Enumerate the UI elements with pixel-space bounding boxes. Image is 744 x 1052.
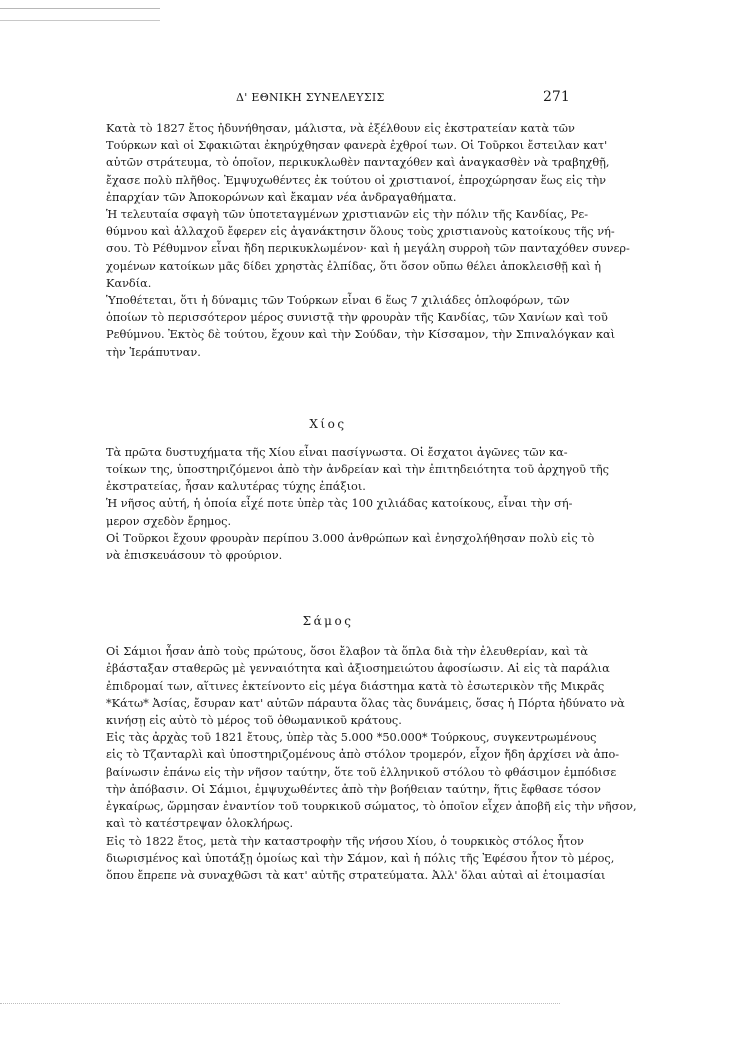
text-line: Τὰ πρῶτα δυστυχήματα τῆς Χίου εἶναι πασίγνωστα. Οἱ ἔσχατοι ἀγῶνες τῶν κα- <box>106 445 568 459</box>
paragraph <box>92 444 609 496</box>
text-line: κινήσῃ εἰς αὐτὸ τὸ μέρος τοῦ ὀθωμανικοῦ κράτους. <box>106 714 402 728</box>
text-line: Κανδία. <box>106 276 152 290</box>
text-line: ἐγκαίρως, ὥρμησαν ἐναντίον τοῦ τουρκικοῦ σώματος, τὸ ὁποῖον εἶχεν ἀποβῆ εἰς τὴν νῆσον, <box>106 800 637 814</box>
text-line: θύμνου καὶ ἀλλαχοῦ ἔφερεν εἰς ἀγανάκτησιν ὅλους τοὺς χριστιανοὺς κατοίκους τῆς νή- <box>106 225 615 239</box>
text-line: ἐβάσταξαν σταθερῶς μὲ γενναιότητα καὶ ἀξιοσημειώτου ἀφοσίωσιν. Αἱ εἰς τὰ παράλια <box>106 662 610 676</box>
text-line: σου. Τὸ Ρέθυμνον εἶναι ἤδη περικυκλωμένον· καὶ ἡ μεγάλη συρροὴ τῶν πανταχόθεν συνερ- <box>106 242 630 256</box>
text-line: νὰ ἐπισκευάσουν τὸ φρούριον. <box>106 549 283 563</box>
text-line: Κατὰ τὸ 1827 ἔτος ἠδυνήθησαν, μάλιστα, νὰ ἐξέλθουν εἰς ἐκστρατείαν κατὰ τῶν <box>106 122 575 135</box>
page-body <box>92 120 637 884</box>
paragraph <box>92 120 610 206</box>
paragraph <box>92 729 637 832</box>
intro-text-block <box>92 120 630 361</box>
text-line: βαίνωσιν ἐπάνω εἰς τὴν νῆσον ταύτην, ὅτε τοῦ ἑλληνικοῦ στόλου τὸ φθάσιμον ἐμπόδισε <box>106 765 617 779</box>
paragraph <box>92 292 616 361</box>
text-line: αὐτῶν στράτευμα, τὸ ὁποῖον, περικυκλωθὲν πανταχόθεν καὶ ἀναγκασθὲν νὰ τραβηχθῇ, <box>106 156 610 170</box>
text-line: Οἱ Σάμιοι ἦσαν ἀπὸ τοὺς πρώτους, ὅσοι ἔλαβον τὰ ὅπλα διὰ τὴν ἐλευθερίαν, καὶ τὰ <box>106 645 588 659</box>
text-line: χομένων κατοίκων μᾶς δίδει χρηστὰς ἐλπίδας, ὅτι ὅσον οὔπω θέλει ἀποκλεισθῇ καὶ ἡ <box>106 259 601 273</box>
text-line: τὴν Ἱεράπυτναν. <box>106 345 201 359</box>
page-number: 271 <box>543 89 570 105</box>
paragraph <box>92 495 573 529</box>
chios-text-block <box>92 444 609 564</box>
text-line: Εἰς τὰς ἀρχὰς τοῦ 1821 ἔτους, ὑπὲρ τὰς 5.000 *50.000* Τούρκους, συγκεντρωμένους <box>106 731 597 745</box>
running-title: Δ' ΕΘΝΙΚΗ ΣΥΝΕΛΕΥΣΙΣ <box>236 91 385 104</box>
text-line: Ρεθύμνου. Ἐκτὸς δὲ τούτου, ἔχουν καὶ τὴν Σούδαν, τὴν Κίσσαμον, τὴν Σπιναλόγκαν καὶ <box>106 328 616 342</box>
text-line: Ὑποθέτεται, ὅτι ἡ δύναμις τῶν Τούρκων εἶναι 6 ἕως 7 χιλιάδες ὁπλοφόρων, τῶν <box>106 294 570 308</box>
text-line: Τούρκων καὶ οἱ Σφακιῶται ἐκηρύχθησαν φανερὰ ἐχθροί των. Οἱ Τοῦρκοι ἔστειλαν κατ' <box>106 139 608 153</box>
section-heading-samos: Σάμος <box>302 614 354 629</box>
text-line: διωρισμένος καὶ ὑποτάξῃ ὁμοίως καὶ τὴν Σάμον, καὶ ἡ πόλις τῆς Ἐφέσου ἦτον τὸ μέρος, <box>106 851 615 865</box>
section-heading-chios: Χίος <box>309 416 347 431</box>
text-line: ἐκστρατείας, ἦσαν καλυτέρας τύχης ἐπάξιοι. <box>106 480 366 494</box>
text-line: *Κάτω* Ἀσίας, ἔσυραν κατ' αὐτῶν πάραυτα ὅλας τὰς δυνάμεις, ὅσας ἡ Πόρτα ἠδύνατο νὰ <box>106 696 625 710</box>
text-line: εἰς τὸ Τζανταρλὶ καὶ ὑποστηριζομένους ἀπὸ στόλον τρομερόν, εἶχον ἤδη ἀρχίσει νὰ ἀπο- <box>106 748 620 762</box>
text-line: Εἰς τὸ 1822 ἔτος, μετὰ τὴν καταστροφὴν τῆς νήσου Χίου, ὁ τουρκικὸς στόλος ἦτον <box>106 834 584 848</box>
paragraph <box>92 643 625 729</box>
text-line: μερον σχεδὸν ἔρημος. <box>106 514 232 528</box>
text-line: τὴν ἀπόβασιν. Οἱ Σάμιοι, ἐμψυχωθέντες ἀπὸ τὴν βοήθειαν ταύτην, ἥτις ἔφθασε τόσον <box>106 782 601 796</box>
scan-edge-line-top-2 <box>0 20 160 21</box>
paragraph <box>92 206 630 292</box>
text-line: ἐπιδρομαί των, αἵτινες ἐκτείνοντο εἰς μέγα διάστημα κατὰ τὸ ἐσωτερικὸν τῆς Μικρᾶς <box>106 679 605 693</box>
text-line: καὶ τὸ κατέστρεψαν ὁλοκλήρως. <box>106 817 294 831</box>
paragraph <box>92 530 595 564</box>
text-line: Ἡ τελευταία σφαγὴ τῶν ὑποτεταγμένων χριστιανῶν εἰς τὴν πόλιν τῆς Κανδίας, Ρε- <box>106 208 589 222</box>
text-line: ὅπου ἔπρεπε νὰ συναχθῶσι τὰ κατ' αὐτῆς στρατεύματα. Ἀλλ' ὅλαι αὐταὶ αἱ ἑτοιμασίαι <box>106 868 606 882</box>
text-line: ἐπαρχίαν τῶν Ἀποκορώνων καὶ ἔκαμαν νέα ἀνδραγαθήματα. <box>106 190 457 204</box>
text-line: ἔχασε πολὺ πλῆθος. Ἐμψυχωθέντες ἐκ τούτου οἱ χριστιανοί, ἐπροχώρησαν ἕως εἰς τὴν <box>106 173 606 187</box>
text-line: ὁποίων τὸ περισσότερον μέρος συνιστᾷ τὴν φρουρὰν τῆς Κανδίας, τῶν Χανίων καὶ τοῦ <box>106 311 608 325</box>
text-line: Οἱ Τοῦρκοι ἔχουν φρουρὰν περίπου 3.000 ἀνθρώπων καὶ ἐνησχολήθησαν πολὺ εἰς τὸ <box>106 531 595 545</box>
text-line: Ἡ νῆσος αὐτή, ἡ ὁποία εἶχέ ποτε ὑπὲρ τὰς 100 χιλιάδας κατοίκους, εἶναι τὴν σή- <box>106 497 573 511</box>
paragraph <box>92 833 615 885</box>
scan-edge-line-bottom <box>0 1003 560 1004</box>
scan-edge-line-top <box>0 8 160 9</box>
samos-text-block <box>92 643 637 884</box>
text-line: τοίκων της, ὑποστηριζόμενοι ἀπὸ τὴν ἀνδρείαν καὶ τὴν ἐπιτηδειότητα τοῦ ἀρχηγοῦ τῆς <box>106 463 609 477</box>
